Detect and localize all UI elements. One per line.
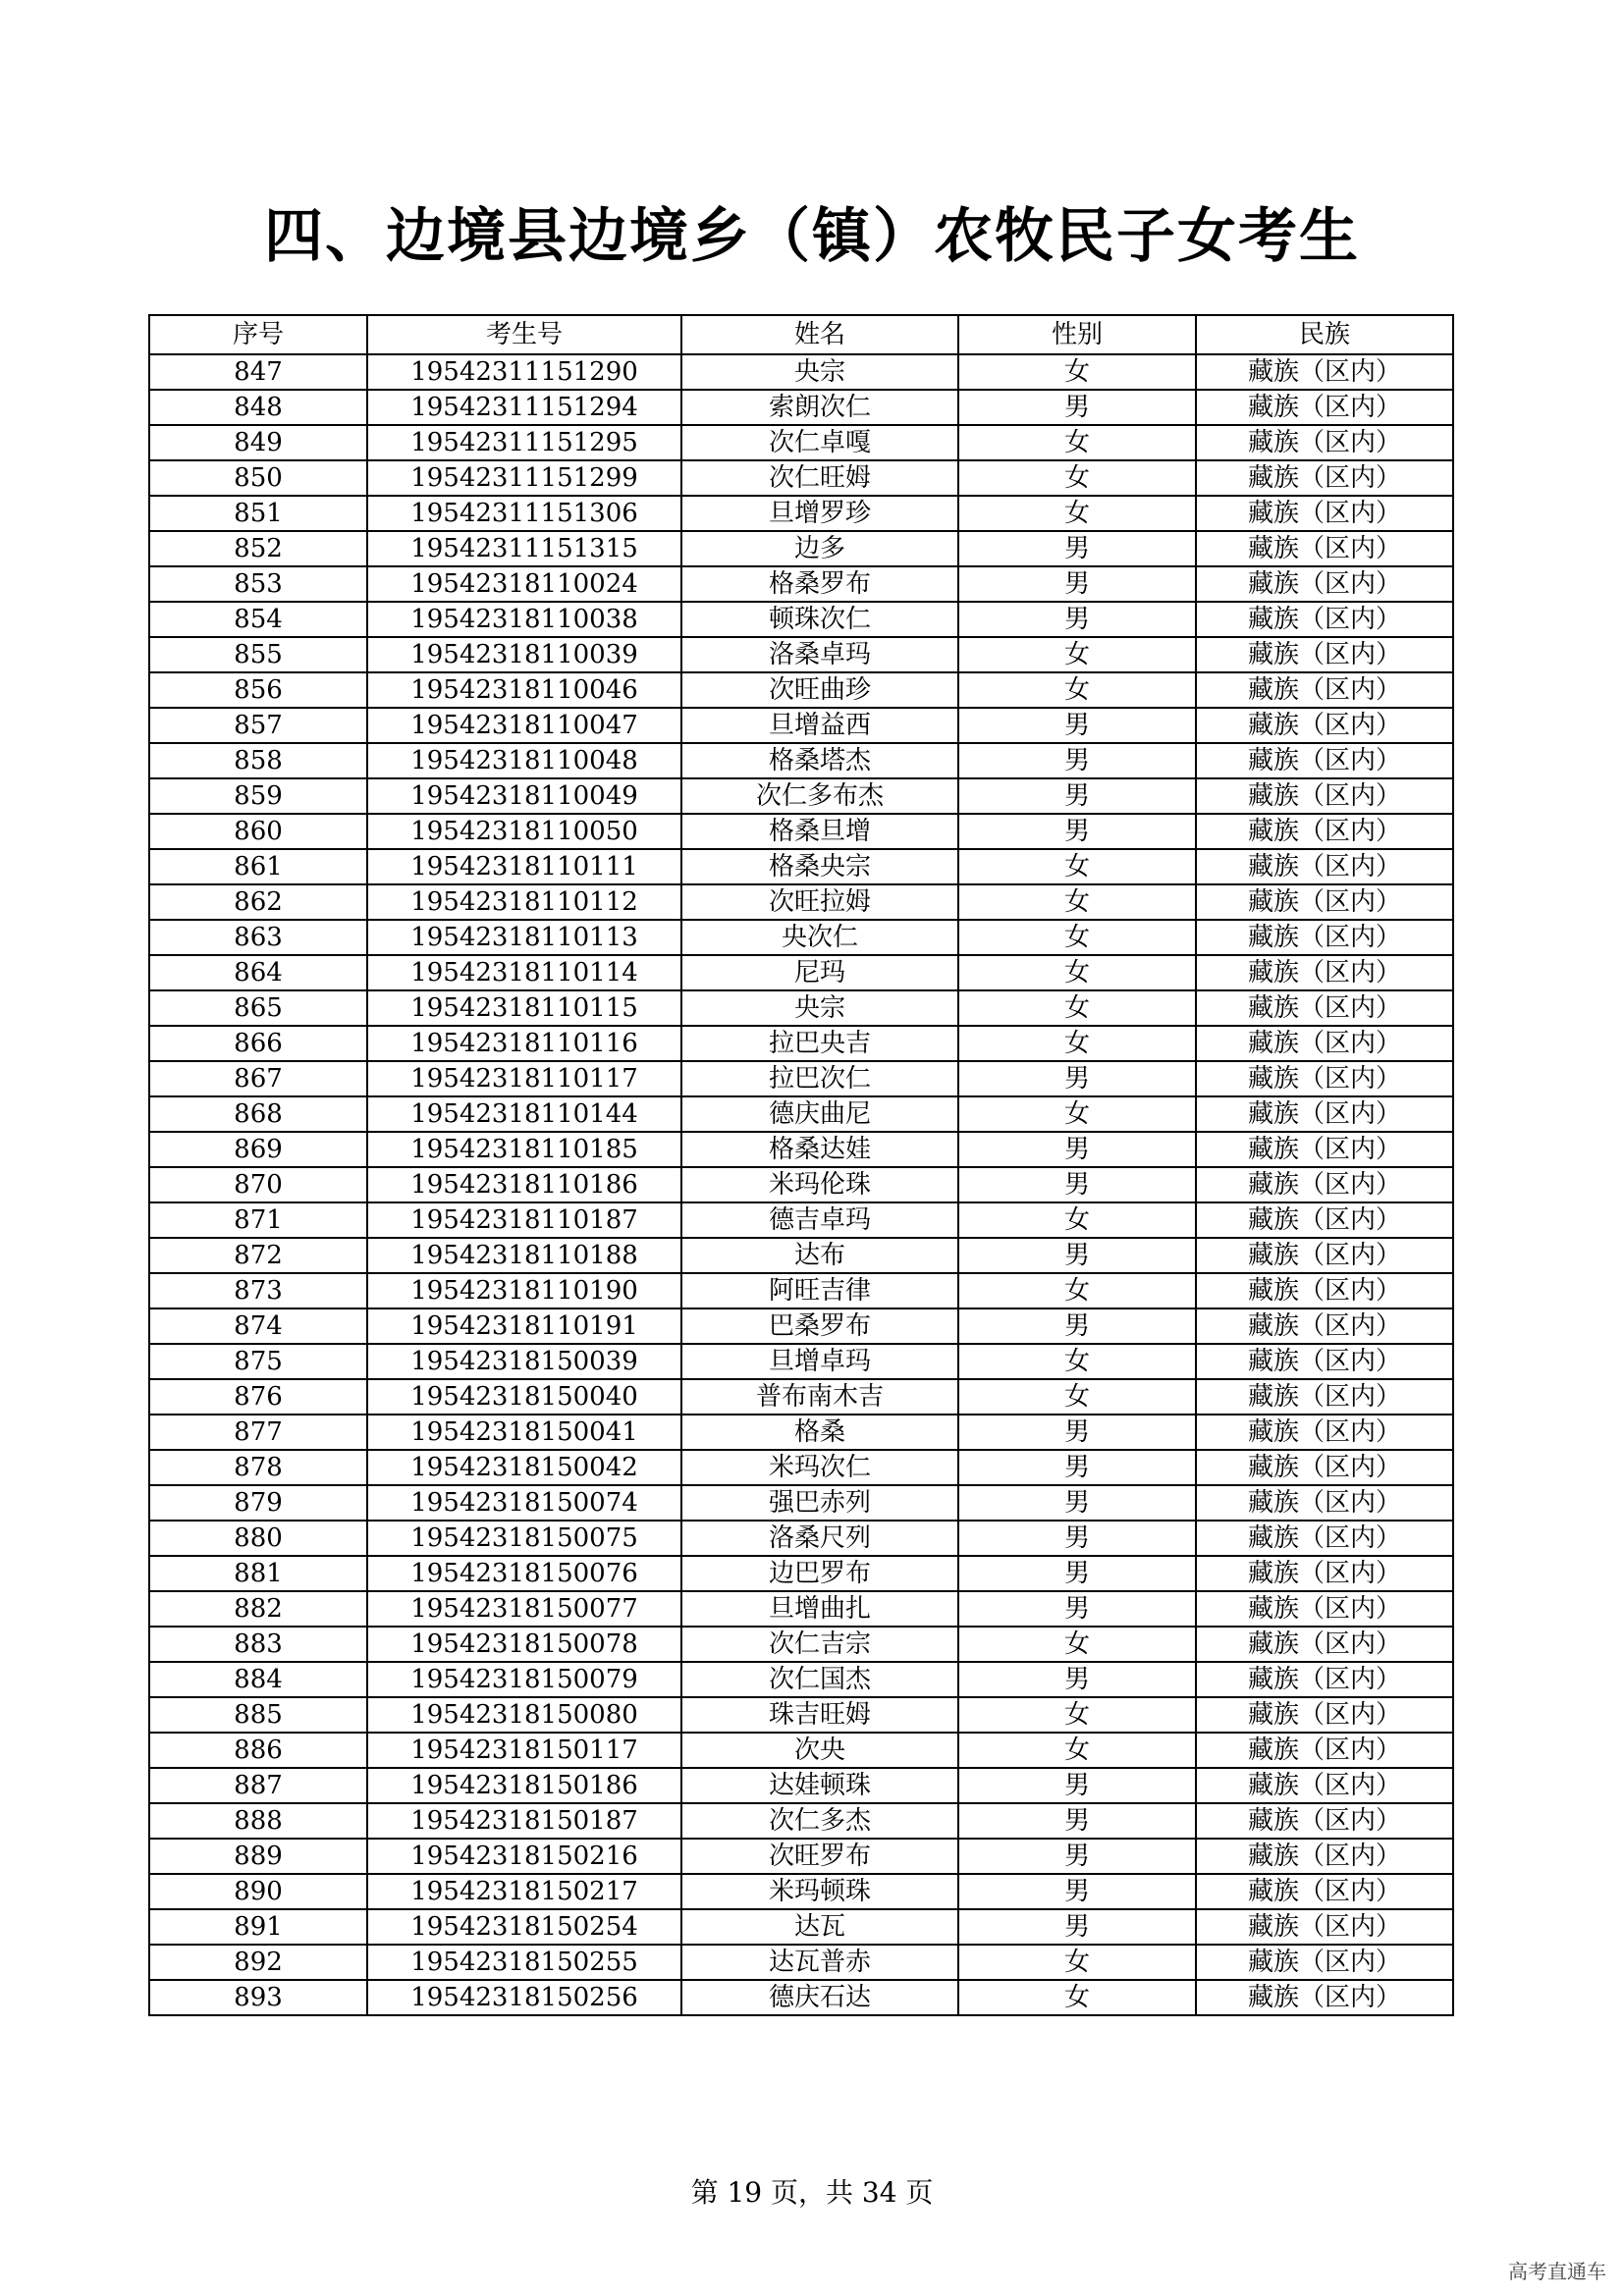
cell-gender: 男 [958, 531, 1196, 566]
cell-name: 达娃顿珠 [681, 1768, 958, 1803]
cell-index: 886 [149, 1733, 367, 1768]
cell-index: 872 [149, 1238, 367, 1273]
cell-gender: 男 [958, 1556, 1196, 1591]
cell-exam-number: 19542318110048 [367, 743, 681, 778]
cell-name: 拉巴次仁 [681, 1061, 958, 1096]
cell-gender: 男 [958, 1803, 1196, 1839]
cell-ethnicity: 藏族（区内） [1196, 1556, 1453, 1591]
cell-name: 次仁卓嘎 [681, 425, 958, 460]
table-row [149, 672, 1453, 708]
cell-ethnicity: 藏族（区内） [1196, 637, 1453, 672]
cell-name: 索朗次仁 [681, 390, 958, 425]
table-row [149, 1096, 1453, 1132]
cell-index: 876 [149, 1379, 367, 1415]
table-row [149, 1768, 1453, 1803]
cell-exam-number: 19542318110046 [367, 672, 681, 708]
cell-name: 达瓦普赤 [681, 1945, 958, 1980]
cell-gender: 女 [958, 990, 1196, 1026]
table-row [149, 425, 1453, 460]
cell-gender: 女 [958, 1379, 1196, 1415]
cell-gender: 女 [958, 1096, 1196, 1132]
cell-exam-number: 19542318150256 [367, 1980, 681, 2015]
cell-ethnicity: 藏族（区内） [1196, 1591, 1453, 1627]
cell-gender: 男 [958, 1662, 1196, 1697]
cell-name: 米玛伦珠 [681, 1167, 958, 1202]
cell-exam-number: 19542318150074 [367, 1485, 681, 1521]
cell-ethnicity: 藏族（区内） [1196, 743, 1453, 778]
cell-exam-number: 19542318110187 [367, 1202, 681, 1238]
cell-exam-number: 19542318110185 [367, 1132, 681, 1167]
cell-name: 旦增曲扎 [681, 1591, 958, 1627]
cell-index: 871 [149, 1202, 367, 1238]
cell-index: 861 [149, 849, 367, 884]
cell-index: 864 [149, 955, 367, 990]
cell-name: 洛桑尺列 [681, 1521, 958, 1556]
cell-gender: 女 [958, 1202, 1196, 1238]
cell-name: 洛桑卓玛 [681, 637, 958, 672]
cell-gender: 女 [958, 955, 1196, 990]
cell-ethnicity: 藏族（区内） [1196, 990, 1453, 1026]
cell-index: 851 [149, 496, 367, 531]
cell-name: 格桑 [681, 1415, 958, 1450]
cell-exam-number: 19542318110186 [367, 1167, 681, 1202]
cell-name: 达瓦 [681, 1909, 958, 1945]
cell-name: 央宗 [681, 354, 958, 390]
cell-index: 879 [149, 1485, 367, 1521]
cell-index: 878 [149, 1450, 367, 1485]
cell-exam-number: 19542311151294 [367, 390, 681, 425]
cell-exam-number: 19542311151315 [367, 531, 681, 566]
cell-index: 883 [149, 1627, 367, 1662]
cell-index: 847 [149, 354, 367, 390]
cell-name: 央宗 [681, 990, 958, 1026]
table-row [149, 778, 1453, 814]
cell-ethnicity: 藏族（区内） [1196, 1874, 1453, 1909]
cell-exam-number: 19542318110039 [367, 637, 681, 672]
cell-gender: 女 [958, 1945, 1196, 1980]
table-row [149, 1202, 1453, 1238]
cell-gender: 女 [958, 1733, 1196, 1768]
cell-name: 格桑达娃 [681, 1132, 958, 1167]
cell-gender: 女 [958, 1344, 1196, 1379]
cell-exam-number: 19542318110190 [367, 1273, 681, 1308]
cell-name: 尼玛 [681, 955, 958, 990]
cell-index: 873 [149, 1273, 367, 1308]
cell-gender: 女 [958, 425, 1196, 460]
cell-index: 884 [149, 1662, 367, 1697]
cell-ethnicity: 藏族（区内） [1196, 814, 1453, 849]
cell-index: 866 [149, 1026, 367, 1061]
table-row [149, 990, 1453, 1026]
cell-ethnicity: 藏族（区内） [1196, 1733, 1453, 1768]
cell-name: 次仁多杰 [681, 1803, 958, 1839]
cell-index: 863 [149, 920, 367, 955]
table-row [149, 1061, 1453, 1096]
table-row [149, 1379, 1453, 1415]
table-row [149, 496, 1453, 531]
cell-ethnicity: 藏族（区内） [1196, 672, 1453, 708]
cell-exam-number: 19542318110049 [367, 778, 681, 814]
cell-ethnicity: 藏族（区内） [1196, 496, 1453, 531]
cell-index: 853 [149, 566, 367, 602]
cell-ethnicity: 藏族（区内） [1196, 778, 1453, 814]
cell-exam-number: 19542318150079 [367, 1662, 681, 1697]
cell-ethnicity: 藏族（区内） [1196, 602, 1453, 637]
cell-exam-number: 19542318150039 [367, 1344, 681, 1379]
cell-index: 893 [149, 1980, 367, 2015]
cell-index: 887 [149, 1768, 367, 1803]
cell-ethnicity: 藏族（区内） [1196, 1273, 1453, 1308]
table-header-row [149, 315, 1453, 354]
cell-gender: 男 [958, 778, 1196, 814]
cell-gender: 男 [958, 708, 1196, 743]
cell-ethnicity: 藏族（区内） [1196, 1061, 1453, 1096]
cell-name: 次仁旺姆 [681, 460, 958, 496]
cell-ethnicity: 藏族（区内） [1196, 1202, 1453, 1238]
cell-name: 次旺罗布 [681, 1839, 958, 1874]
cell-name: 普布南木吉 [681, 1379, 958, 1415]
cell-ethnicity: 藏族（区内） [1196, 1768, 1453, 1803]
cell-index: 877 [149, 1415, 367, 1450]
cell-name: 格桑罗布 [681, 566, 958, 602]
table-row [149, 955, 1453, 990]
cell-ethnicity: 藏族（区内） [1196, 460, 1453, 496]
candidate-table [148, 314, 1454, 2016]
cell-ethnicity: 藏族（区内） [1196, 1839, 1453, 1874]
cell-gender: 女 [958, 1627, 1196, 1662]
table-row [149, 1627, 1453, 1662]
cell-exam-number: 19542318110113 [367, 920, 681, 955]
cell-name: 央次仁 [681, 920, 958, 955]
cell-exam-number: 19542318150216 [367, 1839, 681, 1874]
cell-gender: 男 [958, 1485, 1196, 1521]
cell-exam-number: 19542311151290 [367, 354, 681, 390]
cell-gender: 女 [958, 1273, 1196, 1308]
cell-index: 849 [149, 425, 367, 460]
cell-name: 次仁多布杰 [681, 778, 958, 814]
cell-index: 862 [149, 884, 367, 920]
table-row [149, 566, 1453, 602]
table-row [149, 1344, 1453, 1379]
table-row [149, 1273, 1453, 1308]
table-row [149, 743, 1453, 778]
cell-ethnicity: 藏族（区内） [1196, 390, 1453, 425]
cell-ethnicity: 藏族（区内） [1196, 1132, 1453, 1167]
cell-exam-number: 19542318150040 [367, 1379, 681, 1415]
cell-gender: 女 [958, 460, 1196, 496]
table-row [149, 1450, 1453, 1485]
column-header-name: 姓名 [681, 315, 958, 354]
cell-name: 次央 [681, 1733, 958, 1768]
table-row [149, 390, 1453, 425]
page-title: 四、边境县边境乡（镇）农牧民子女考生 [264, 202, 1360, 271]
cell-gender: 男 [958, 566, 1196, 602]
table-row [149, 1238, 1453, 1273]
cell-ethnicity: 藏族（区内） [1196, 1308, 1453, 1344]
table-row [149, 637, 1453, 672]
cell-name: 德庆石达 [681, 1980, 958, 2015]
cell-index: 857 [149, 708, 367, 743]
table-row [149, 1308, 1453, 1344]
table-row [149, 1945, 1453, 1980]
cell-exam-number: 19542318110114 [367, 955, 681, 990]
cell-ethnicity: 藏族（区内） [1196, 1415, 1453, 1450]
cell-name: 次旺拉姆 [681, 884, 958, 920]
cell-gender: 女 [958, 1697, 1196, 1733]
cell-index: 889 [149, 1839, 367, 1874]
cell-index: 875 [149, 1344, 367, 1379]
table-row [149, 1521, 1453, 1556]
cell-exam-number: 19542318150041 [367, 1415, 681, 1450]
cell-name: 次仁吉宗 [681, 1627, 958, 1662]
cell-exam-number: 19542318150077 [367, 1591, 681, 1627]
cell-exam-number: 19542318110144 [367, 1096, 681, 1132]
cell-ethnicity: 藏族（区内） [1196, 1344, 1453, 1379]
cell-ethnicity: 藏族（区内） [1196, 1379, 1453, 1415]
table-row [149, 531, 1453, 566]
cell-gender: 女 [958, 884, 1196, 920]
table-row [149, 1026, 1453, 1061]
cell-index: 870 [149, 1167, 367, 1202]
cell-gender: 男 [958, 390, 1196, 425]
cell-gender: 女 [958, 672, 1196, 708]
cell-name: 边巴罗布 [681, 1556, 958, 1591]
cell-index: 854 [149, 602, 367, 637]
cell-index: 882 [149, 1591, 367, 1627]
cell-gender: 男 [958, 1768, 1196, 1803]
column-header-index: 序号 [149, 315, 367, 354]
cell-index: 858 [149, 743, 367, 778]
cell-exam-number: 19542318150075 [367, 1521, 681, 1556]
cell-index: 881 [149, 1556, 367, 1591]
column-header-exam-number: 考生号 [367, 315, 681, 354]
cell-gender: 女 [958, 849, 1196, 884]
cell-name: 阿旺吉律 [681, 1273, 958, 1308]
cell-exam-number: 19542318150186 [367, 1768, 681, 1803]
cell-exam-number: 19542318110116 [367, 1026, 681, 1061]
table-row [149, 1697, 1453, 1733]
cell-ethnicity: 藏族（区内） [1196, 1521, 1453, 1556]
cell-ethnicity: 藏族（区内） [1196, 1980, 1453, 2015]
table-row [149, 1733, 1453, 1768]
cell-index: 868 [149, 1096, 367, 1132]
cell-index: 869 [149, 1132, 367, 1167]
cell-ethnicity: 藏族（区内） [1196, 1096, 1453, 1132]
cell-exam-number: 19542311151299 [367, 460, 681, 496]
cell-gender: 男 [958, 602, 1196, 637]
cell-exam-number: 19542318110024 [367, 566, 681, 602]
cell-exam-number: 19542318150187 [367, 1803, 681, 1839]
column-header-gender: 性别 [958, 315, 1196, 354]
cell-ethnicity: 藏族（区内） [1196, 1662, 1453, 1697]
cell-ethnicity: 藏族（区内） [1196, 1485, 1453, 1521]
column-header-ethnicity: 民族 [1196, 315, 1453, 354]
cell-name: 格桑旦增 [681, 814, 958, 849]
cell-gender: 男 [958, 1061, 1196, 1096]
cell-exam-number: 19542318110191 [367, 1308, 681, 1344]
cell-index: 892 [149, 1945, 367, 1980]
cell-name: 拉巴央吉 [681, 1026, 958, 1061]
table-row [149, 708, 1453, 743]
cell-name: 次旺曲珍 [681, 672, 958, 708]
cell-index: 859 [149, 778, 367, 814]
cell-index: 867 [149, 1061, 367, 1096]
cell-name: 达布 [681, 1238, 958, 1273]
cell-ethnicity: 藏族（区内） [1196, 1167, 1453, 1202]
cell-ethnicity: 藏族（区内） [1196, 955, 1453, 990]
cell-index: 888 [149, 1803, 367, 1839]
cell-exam-number: 19542318110050 [367, 814, 681, 849]
table-row [149, 1662, 1453, 1697]
cell-ethnicity: 藏族（区内） [1196, 1697, 1453, 1733]
cell-exam-number: 19542318110188 [367, 1238, 681, 1273]
cell-index: 855 [149, 637, 367, 672]
cell-exam-number: 19542318150254 [367, 1909, 681, 1945]
cell-gender: 男 [958, 1450, 1196, 1485]
cell-exam-number: 19542318150255 [367, 1945, 681, 1980]
cell-ethnicity: 藏族（区内） [1196, 1909, 1453, 1945]
cell-index: 850 [149, 460, 367, 496]
cell-index: 890 [149, 1874, 367, 1909]
cell-gender: 男 [958, 814, 1196, 849]
cell-exam-number: 19542318150217 [367, 1874, 681, 1909]
cell-gender: 女 [958, 496, 1196, 531]
cell-name: 德庆曲尼 [681, 1096, 958, 1132]
table-row [149, 1556, 1453, 1591]
cell-gender: 男 [958, 1521, 1196, 1556]
cell-ethnicity: 藏族（区内） [1196, 566, 1453, 602]
cell-name: 顿珠次仁 [681, 602, 958, 637]
cell-exam-number: 19542318150076 [367, 1556, 681, 1591]
table-row [149, 814, 1453, 849]
cell-gender: 男 [958, 743, 1196, 778]
table-row [149, 884, 1453, 920]
table-row [149, 1415, 1453, 1450]
cell-name: 德吉卓玛 [681, 1202, 958, 1238]
cell-index: 874 [149, 1308, 367, 1344]
cell-gender: 女 [958, 1026, 1196, 1061]
cell-ethnicity: 藏族（区内） [1196, 354, 1453, 390]
table-row [149, 354, 1453, 390]
cell-name: 旦增卓玛 [681, 1344, 958, 1379]
cell-ethnicity: 藏族（区内） [1196, 920, 1453, 955]
cell-name: 旦增益西 [681, 708, 958, 743]
cell-gender: 男 [958, 1132, 1196, 1167]
cell-index: 860 [149, 814, 367, 849]
cell-name: 旦增罗珍 [681, 496, 958, 531]
cell-gender: 男 [958, 1839, 1196, 1874]
cell-gender: 男 [958, 1591, 1196, 1627]
cell-ethnicity: 藏族（区内） [1196, 708, 1453, 743]
cell-name: 格桑央宗 [681, 849, 958, 884]
cell-exam-number: 19542311151295 [367, 425, 681, 460]
cell-name: 格桑塔杰 [681, 743, 958, 778]
table-row [149, 920, 1453, 955]
table-row [149, 1591, 1453, 1627]
cell-index: 880 [149, 1521, 367, 1556]
cell-name: 巴桑罗布 [681, 1308, 958, 1344]
table-row [149, 460, 1453, 496]
cell-ethnicity: 藏族（区内） [1196, 1627, 1453, 1662]
cell-exam-number: 19542318110117 [367, 1061, 681, 1096]
table-row [149, 1803, 1453, 1839]
cell-gender: 男 [958, 1308, 1196, 1344]
cell-exam-number: 19542318110111 [367, 849, 681, 884]
cell-index: 891 [149, 1909, 367, 1945]
cell-ethnicity: 藏族（区内） [1196, 1238, 1453, 1273]
cell-ethnicity: 藏族（区内） [1196, 884, 1453, 920]
cell-gender: 女 [958, 920, 1196, 955]
cell-index: 865 [149, 990, 367, 1026]
cell-name: 珠吉旺姆 [681, 1697, 958, 1733]
cell-ethnicity: 藏族（区内） [1196, 849, 1453, 884]
table-row [149, 1980, 1453, 2015]
cell-gender: 男 [958, 1874, 1196, 1909]
cell-gender: 女 [958, 354, 1196, 390]
cell-ethnicity: 藏族（区内） [1196, 1450, 1453, 1485]
watermark: 高考直通车 [1508, 2260, 1606, 2283]
cell-gender: 男 [958, 1909, 1196, 1945]
cell-index: 848 [149, 390, 367, 425]
cell-name: 强巴赤列 [681, 1485, 958, 1521]
table-row [149, 1839, 1453, 1874]
cell-ethnicity: 藏族（区内） [1196, 531, 1453, 566]
table-row [149, 1485, 1453, 1521]
cell-exam-number: 19542318110038 [367, 602, 681, 637]
cell-exam-number: 19542318110112 [367, 884, 681, 920]
cell-exam-number: 19542311151306 [367, 496, 681, 531]
table-row [149, 849, 1453, 884]
table-row [149, 1874, 1453, 1909]
cell-name: 边多 [681, 531, 958, 566]
cell-gender: 女 [958, 1980, 1196, 2015]
cell-index: 885 [149, 1697, 367, 1733]
cell-ethnicity: 藏族（区内） [1196, 1803, 1453, 1839]
cell-ethnicity: 藏族（区内） [1196, 1945, 1453, 1980]
cell-exam-number: 19542318110115 [367, 990, 681, 1026]
page-number: 第 19 页，共 34 页 [690, 2176, 934, 2209]
table-row [149, 602, 1453, 637]
cell-exam-number: 19542318150117 [367, 1733, 681, 1768]
cell-ethnicity: 藏族（区内） [1196, 425, 1453, 460]
cell-name: 米玛顿珠 [681, 1874, 958, 1909]
cell-name: 米玛次仁 [681, 1450, 958, 1485]
cell-index: 852 [149, 531, 367, 566]
table-row [149, 1909, 1453, 1945]
cell-exam-number: 19542318150042 [367, 1450, 681, 1485]
cell-exam-number: 19542318110047 [367, 708, 681, 743]
cell-ethnicity: 藏族（区内） [1196, 1026, 1453, 1061]
cell-name: 次仁国杰 [681, 1662, 958, 1697]
cell-index: 856 [149, 672, 367, 708]
cell-gender: 女 [958, 637, 1196, 672]
table-row [149, 1132, 1453, 1167]
cell-exam-number: 19542318150078 [367, 1627, 681, 1662]
table-row [149, 1167, 1453, 1202]
cell-gender: 男 [958, 1167, 1196, 1202]
cell-gender: 男 [958, 1415, 1196, 1450]
cell-exam-number: 19542318150080 [367, 1697, 681, 1733]
cell-gender: 男 [958, 1238, 1196, 1273]
